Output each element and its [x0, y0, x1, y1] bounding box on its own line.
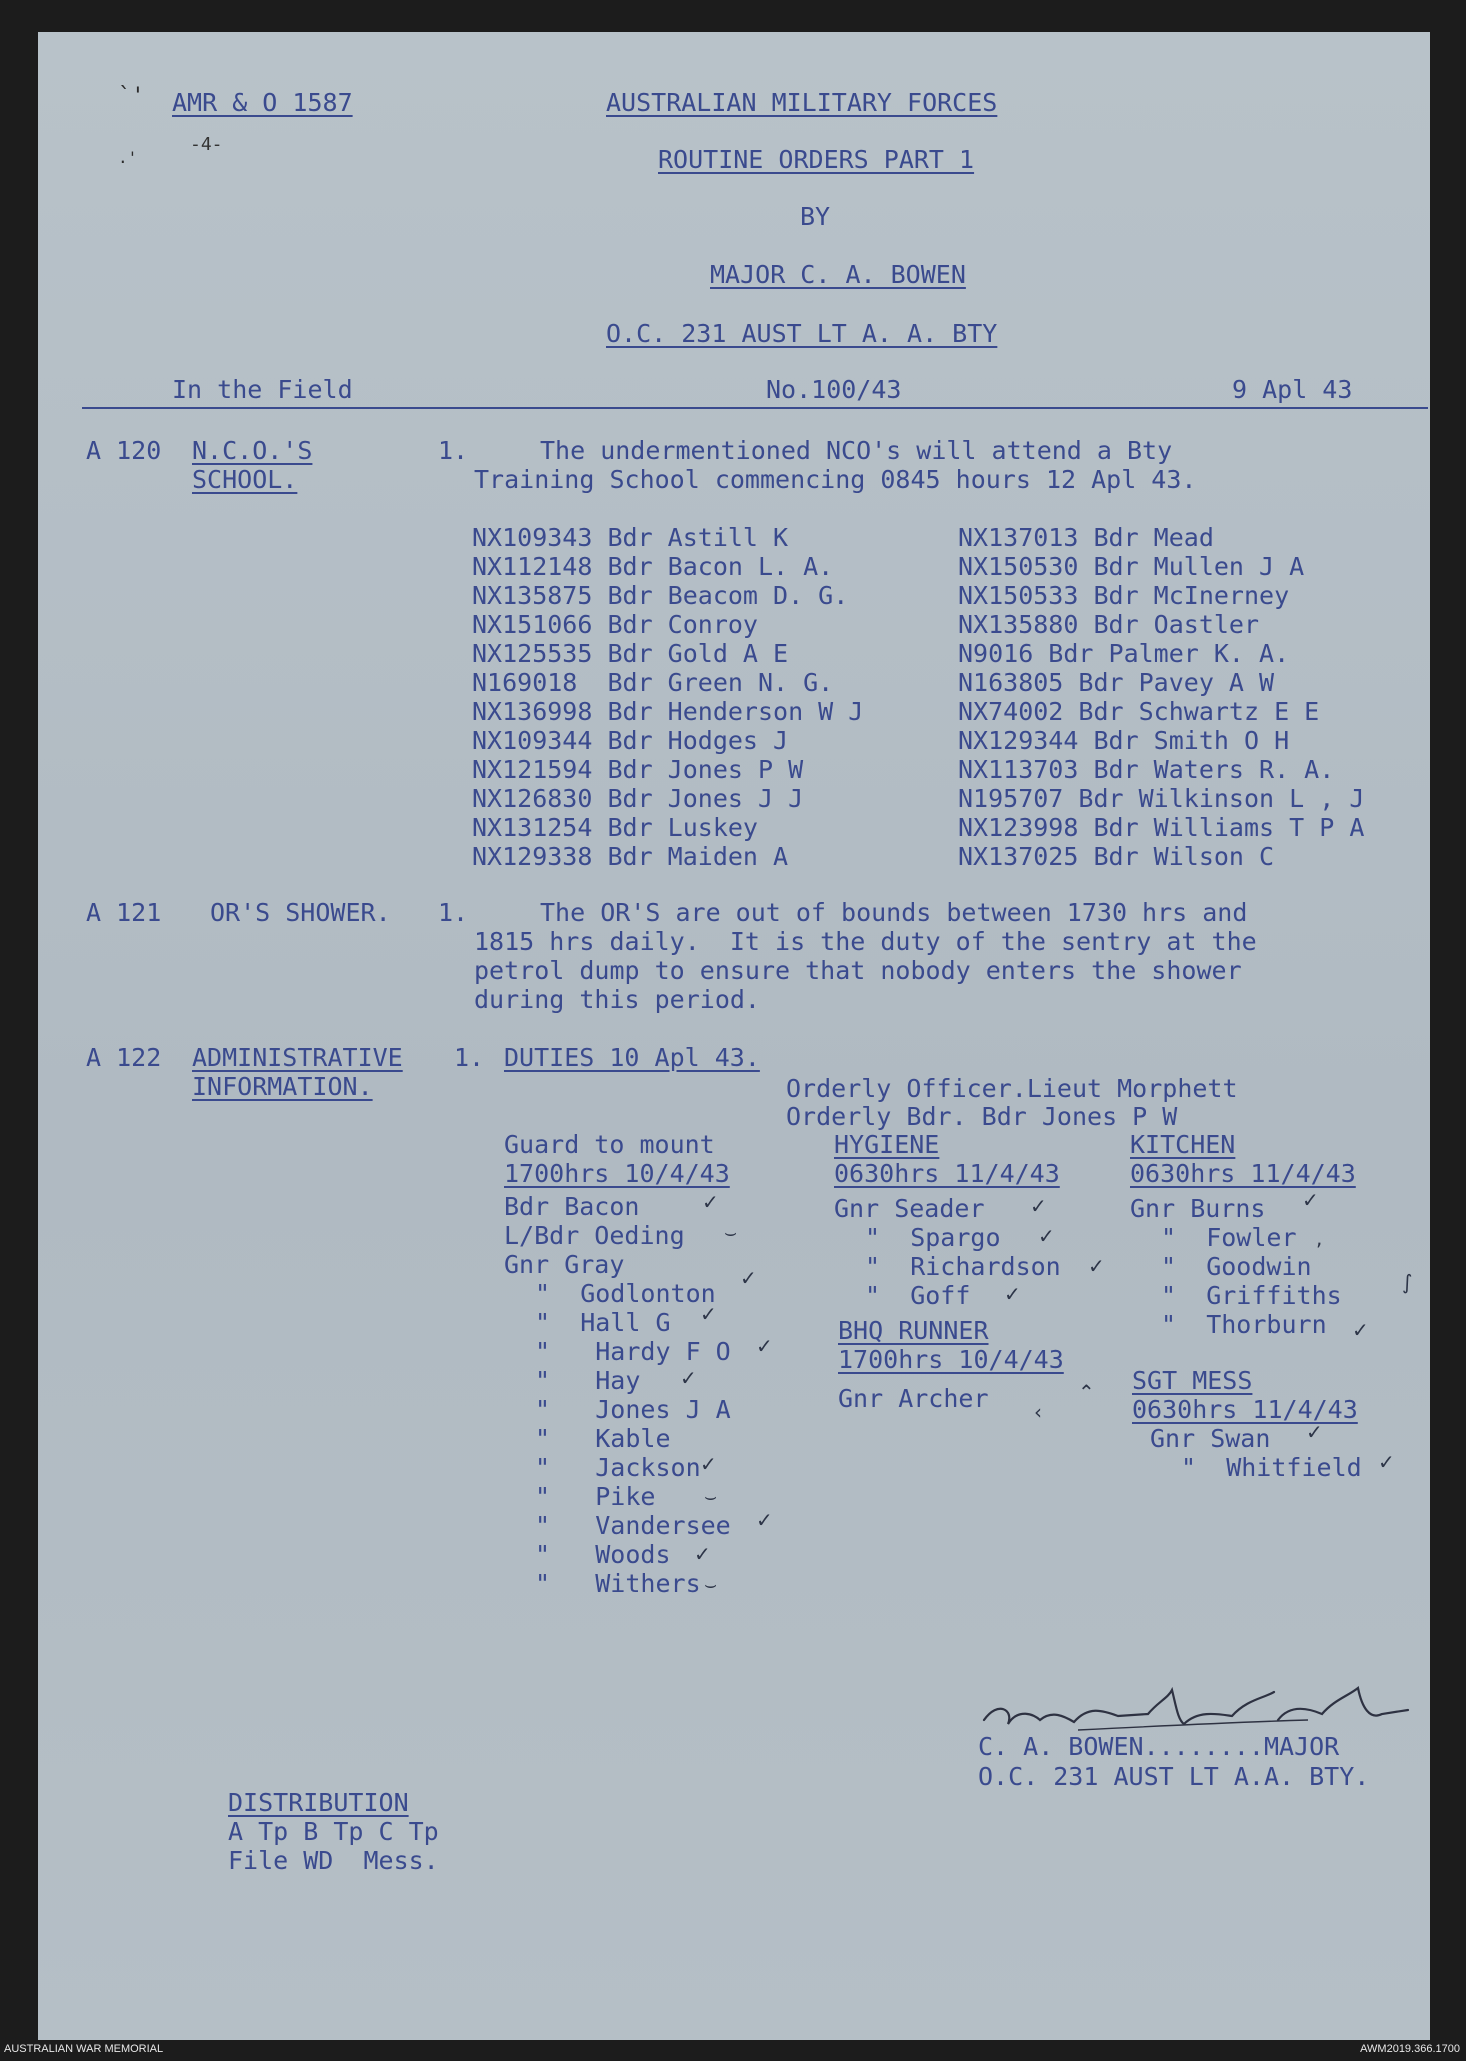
tick-mark-icon: ‹ — [1034, 1400, 1042, 1424]
a122-ref: A 122 — [86, 1043, 162, 1072]
tick-mark-icon: ✓ — [680, 1366, 697, 1390]
distribution-line: File WD Mess. — [228, 1846, 439, 1875]
a122-heading: ADMINISTRATIVE — [192, 1043, 403, 1072]
orderly-bdr: Orderly Bdr. Bdr Jones P W — [786, 1102, 1178, 1131]
list-item: " Hay — [520, 1366, 641, 1395]
list-item: NX109344 Bdr Hodges J — [472, 726, 789, 755]
list-item: NX135880 Bdr Oastler — [958, 610, 1260, 639]
tick-mark-icon: ✓ — [1004, 1282, 1021, 1306]
list-item: " Whitfield — [1166, 1453, 1362, 1482]
archive-label: AUSTRALIAN WAR MEMORIAL — [4, 2043, 164, 2055]
a121-number: 1. — [438, 898, 469, 927]
document-title: AUSTRALIAN MILITARY FORCES — [606, 88, 998, 117]
list-item: " Woods — [520, 1540, 671, 1569]
signatory-name: C. A. BOWEN........MAJOR — [978, 1732, 1340, 1761]
duties-heading: DUTIES 10 Apl 43. — [504, 1043, 760, 1072]
list-item: " Kable — [520, 1424, 671, 1453]
list-item: NX131254 Bdr Luskey — [472, 813, 758, 842]
roster-title: SGT MESS — [1132, 1366, 1253, 1395]
list-item: NX129338 Bdr Maiden A — [472, 842, 789, 871]
list-item: " Jackson — [520, 1453, 701, 1482]
list-item: " Fowler — [1146, 1223, 1297, 1252]
tick-mark-icon: ⌣ — [724, 1220, 738, 1244]
a120-text: The undermentioned NCO's will attend a Bty — [540, 436, 1173, 465]
list-item: Gnr Archer — [838, 1384, 989, 1413]
list-item: NX136998 Bdr Henderson W J — [472, 697, 864, 726]
list-item: NX109343 Bdr Astill K — [472, 523, 789, 552]
roster-time: 1700hrs 10/4/43 — [504, 1159, 730, 1188]
a120-heading: N.C.O.'S — [192, 436, 313, 465]
list-item: N169018 Bdr Green N. G. — [472, 668, 834, 697]
list-item: NX112148 Bdr Bacon L. A. — [472, 552, 834, 581]
a121-heading: OR'S SHOWER. — [210, 898, 391, 927]
list-item: " Vandersee — [520, 1511, 731, 1540]
list-item: L/Bdr Oeding — [504, 1221, 685, 1250]
a120-ref: A 120 — [86, 436, 162, 465]
tick-mark-icon: ✓ — [740, 1266, 757, 1290]
list-item: NX137025 Bdr Wilson C — [958, 842, 1275, 871]
document-subtitle: ROUTINE ORDERS PART 1 — [658, 145, 975, 174]
list-item: NX121594 Bdr Jones P W — [472, 755, 804, 784]
list-item: NX113703 Bdr Waters R. A. — [958, 755, 1335, 784]
tick-mark-icon: ✓ — [1306, 1420, 1323, 1444]
tick-mark-icon: ✓ — [1302, 1188, 1319, 1212]
tick-mark-icon: ∫ — [1402, 1270, 1413, 1294]
list-item: " Goodwin — [1146, 1252, 1312, 1281]
list-item: " Hardy F O — [520, 1337, 731, 1366]
list-item: " Withers — [520, 1569, 701, 1598]
list-item: NX123998 Bdr Williams T P A — [958, 813, 1365, 842]
list-item: " Pike — [520, 1482, 656, 1511]
reference-number: AMR & O 1587 — [172, 88, 353, 117]
roster-time: 0630hrs 11/4/43 — [834, 1159, 1060, 1188]
tick-mark-icon: ✓ — [694, 1542, 711, 1566]
location: In the Field — [172, 375, 353, 404]
a122-number: 1. — [454, 1043, 485, 1072]
list-item: " Griffiths — [1146, 1281, 1342, 1310]
list-item: NX135875 Bdr Beacom D. G. — [472, 581, 849, 610]
a121-text: The OR'S are out of bounds between 1730 hrs and — [540, 898, 1248, 927]
a121-ref: A 121 — [86, 898, 162, 927]
list-item: NX129344 Bdr Smith O H — [958, 726, 1290, 755]
tick-mark-icon: ✓ — [1352, 1318, 1369, 1342]
list-item: " Godlonton — [520, 1279, 716, 1308]
tick-mark-icon: ✓ — [1038, 1224, 1055, 1248]
tick-mark-icon: ⌣ — [704, 1484, 718, 1508]
ink-mark: `' — [118, 84, 145, 109]
roster-title: BHQ RUNNER — [838, 1316, 989, 1345]
list-item: " Richardson — [850, 1252, 1061, 1281]
unit-name: O.C. 231 AUST LT A. A. BTY — [606, 319, 998, 348]
signatory-unit: O.C. 231 AUST LT A.A. BTY. — [978, 1762, 1370, 1791]
list-item: " Jones J A — [520, 1395, 731, 1424]
a120-text: Training School commencing 0845 hours 12 Apl 43. — [474, 465, 1197, 494]
list-item: Bdr Bacon — [504, 1192, 640, 1221]
list-item: NX125535 Bdr Gold A E — [472, 639, 789, 668]
handwritten-signature — [978, 1680, 1418, 1740]
list-item: NX126830 Bdr Jones J J — [472, 784, 804, 813]
tick-mark-icon: ✓ — [702, 1190, 719, 1214]
list-item: N195707 Bdr Wilkinson L , J — [958, 784, 1365, 813]
tick-mark-icon: ⌃ — [1078, 1380, 1095, 1404]
list-item: " Hall G — [520, 1308, 671, 1337]
header-rule — [82, 407, 1428, 409]
list-item: NX74002 Bdr Schwartz E E — [958, 697, 1320, 726]
tick-mark-icon: ✓ — [700, 1302, 717, 1326]
list-item: " Goff — [850, 1281, 971, 1310]
ink-mark: .' — [118, 148, 138, 167]
list-item: Gnr Swan — [1150, 1424, 1271, 1453]
a121-text: 1815 hrs daily. It is the duty of the sentry at the — [474, 927, 1257, 956]
orderly-officer: Orderly Officer.Lieut Morphett — [786, 1074, 1238, 1103]
tick-mark-icon: ✓ — [1030, 1194, 1047, 1218]
a121-text: petrol dump to ensure that nobody enters the shower — [474, 956, 1242, 985]
roster-time: 0630hrs 11/4/43 — [1130, 1159, 1356, 1188]
list-item: N9016 Bdr Palmer K. A. — [958, 639, 1290, 668]
tick-mark-icon: ✓ — [756, 1334, 773, 1358]
reference-sub: -4- — [190, 134, 223, 155]
order-number: No.100/43 — [766, 375, 902, 404]
a120-heading: SCHOOL. — [192, 465, 298, 494]
tick-mark-icon: ✓ — [700, 1452, 717, 1476]
roster-title: Guard to mount — [504, 1130, 715, 1159]
list-item: Gnr Gray — [504, 1250, 625, 1279]
officer-name: MAJOR C. A. BOWEN — [710, 260, 966, 289]
roster-title: HYGIENE — [834, 1130, 940, 1159]
a120-number: 1. — [438, 436, 469, 465]
list-item: Gnr Seader — [834, 1194, 985, 1223]
a122-heading: INFORMATION. — [192, 1072, 373, 1101]
list-item: " Thorburn — [1146, 1310, 1327, 1339]
order-date: 9 Apl 43 — [1232, 375, 1353, 404]
tick-mark-icon: , — [1316, 1226, 1323, 1250]
tick-mark-icon: ⌣ — [704, 1572, 718, 1596]
by-line: BY — [800, 202, 831, 231]
archive-id: AWM2019.366.1700 — [1360, 2043, 1460, 2055]
list-item: NX150533 Bdr McInerney — [958, 581, 1290, 610]
roster-title: KITCHEN — [1130, 1130, 1236, 1159]
a121-text: during this period. — [474, 985, 760, 1014]
list-item: " Spargo — [850, 1223, 1001, 1252]
distribution-line: A Tp B Tp C Tp — [228, 1817, 439, 1846]
list-item: Gnr Burns — [1130, 1194, 1266, 1223]
tick-mark-icon: ✓ — [756, 1508, 773, 1532]
list-item: NX150530 Bdr Mullen J A — [958, 552, 1305, 581]
list-item: N163805 Bdr Pavey A W — [958, 668, 1275, 697]
tick-mark-icon: ✓ — [1378, 1450, 1395, 1474]
roster-time: 1700hrs 10/4/43 — [838, 1345, 1064, 1374]
list-item: NX151066 Bdr Conroy — [472, 610, 758, 639]
distribution-title: DISTRIBUTION — [228, 1788, 409, 1817]
roster-time: 0630hrs 11/4/43 — [1132, 1395, 1358, 1424]
tick-mark-icon: ✓ — [1088, 1254, 1105, 1278]
list-item: NX137013 Bdr Mead — [958, 523, 1214, 552]
